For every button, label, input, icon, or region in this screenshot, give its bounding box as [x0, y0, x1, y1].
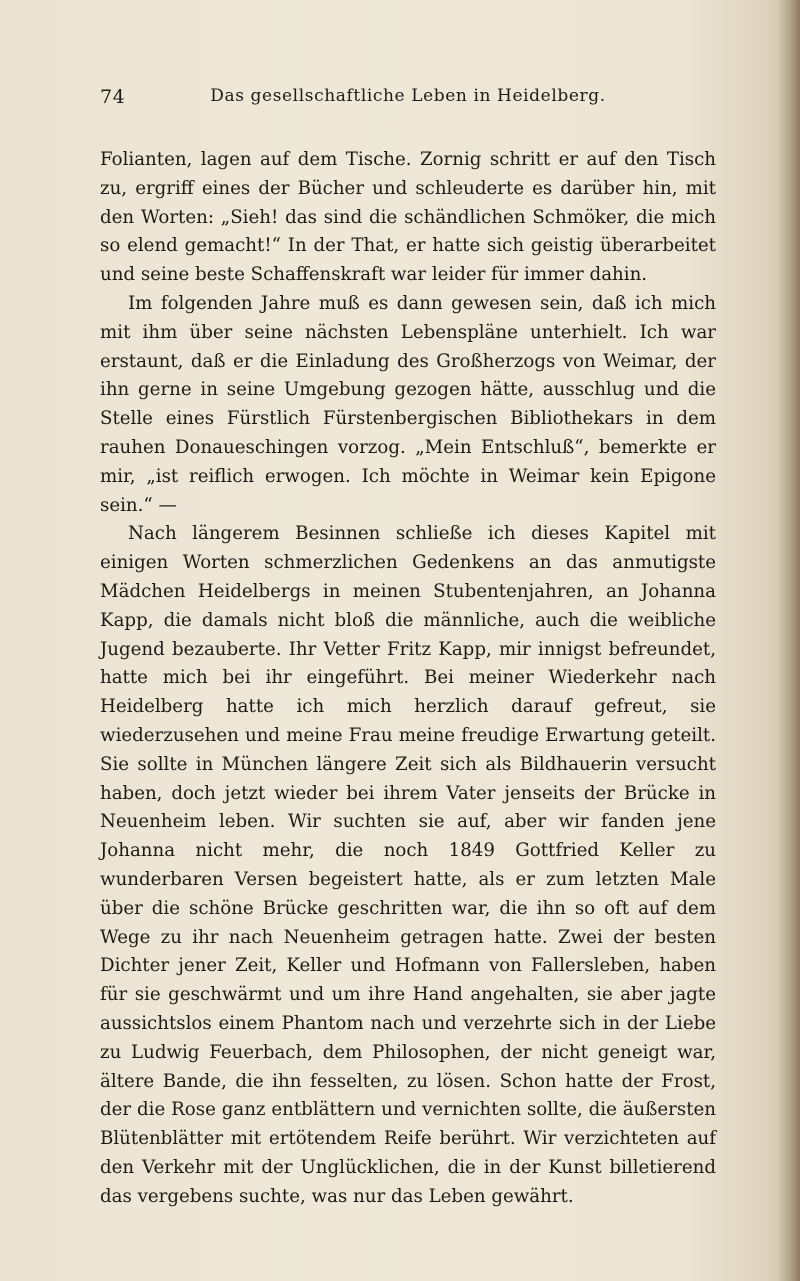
paragraph-3: Nach längerem Besinnen schließe ich dieses Kapitel mit einigen Worten schmerzlichen Gedenkens an das anmutigste Mädchen Heidelbergs in meinen Stubentenjahren, an Johanna Kapp, die damals nicht bloß die männliche, auch die weibliche Jugend bezauberte. Ihr Vetter Fritz Kapp, mir innigst befreundet, hatte mich bei ihr eingeführt. Bei meiner Wiederkehr nach Heidelberg hatte ich mich herzlich darauf gefreut, sie wiederzusehen und meine Frau meine freudige Erwartung geteilt. Sie sollte in München längere Zeit sich als Bildhauerin versucht haben, doch jetzt wieder bei ihrem Vater jenseits der Brücke in Neuenheim leben. Wir suchten sie auf, aber wir fanden jene Johanna nicht mehr, die noch 1849 Gottfried Keller zu wunderbaren Versen begeistert hatte, als er zum letzten Male über die schöne Brücke geschritten war, die ihn so oft auf dem Wege zu ihr nach Neuenheim getragen hatte. Zwei der besten Dichter jener Zeit, Keller und Hofmann von Fallersleben, haben für sie geschwärmt und um ihre Hand angehalten, sie aber jagte aussichtslos einem Phantom nach und verzehrte sich in der Liebe zu Ludwig Feuerbach, dem Philosophen, der nicht geneigt war, ältere Bande, die ihn fesselten, zu lösen. Schon hatte der Frost, der die Rose ganz entblättern und vernichten sollte, die äußersten Blütenblätter mit ertötendem Reife berührt. Wir verzichteten auf den Verkehr mit der Unglücklichen, die in der Kunst billetierend das vergebens suchte, was nur das Leben gewährt.: [100, 523, 716, 1207]
body-text: [100, 146, 716, 1211]
page-header: [100, 86, 716, 116]
page-number: 74: [100, 86, 126, 108]
paragraph-1: Folianten, lagen auf dem Tische. Zornig schritt er auf den Tisch zu, ergriff eines der Bücher und schleuderte es darüber hin, mit den Worten: „Sieh! das sind die schändlichen Schmöker, die mich so elend gemacht!“ In der That, er hatte sich geistig überarbeitet und seine beste Schaffenskraft war leider für immer dahin.: [100, 149, 716, 286]
paragraph-2: Im folgenden Jahre muß es dann gewesen sein, daß ich mich mit ihm über seine nächsten Lebenspläne unterhielt. Ich war erstaunt, daß er die Einladung des Großherzogs von Weimar, der ihn gerne in seine Umgebung gezogen hätte, ausschlug und die Stelle eines Fürstlich Fürstenbergischen Bibliothekars in dem rauhen Donaueschingen vorzog. „Mein Entschluß“, bemerkte er mir, „ist reiflich erwogen. Ich möchte in Weimar kein Epigone sein.“ —: [100, 292, 716, 516]
page-edge-shadow: [778, 0, 800, 1281]
running-head: Das gesellschaftliche Leben in Heidelberg.: [210, 86, 606, 106]
